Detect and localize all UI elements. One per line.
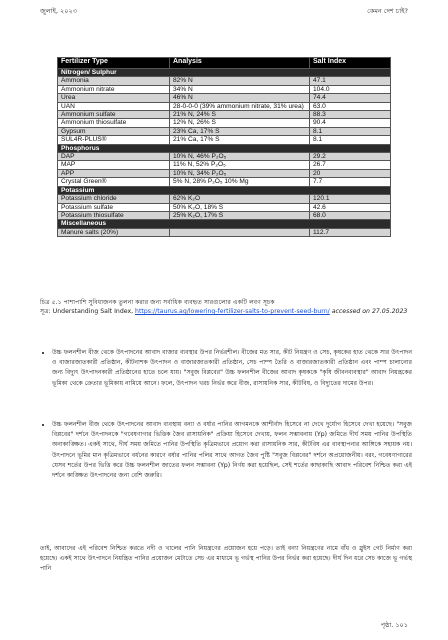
type-cell: Potassium chloride xyxy=(58,195,170,203)
salt-index-cell: 8.1 xyxy=(310,127,391,135)
table-row xyxy=(58,102,391,110)
type-cell: Gypsum xyxy=(58,127,170,135)
salt-index-cell: 112.7 xyxy=(310,228,391,236)
accessed-date: accessed on 27.05.2023 xyxy=(329,308,408,316)
table-group-row xyxy=(58,220,391,228)
table-row xyxy=(58,77,391,85)
table-row xyxy=(58,153,391,161)
analysis-cell: 10% N, 34% P₂O₅ xyxy=(170,169,310,177)
bullet-block-2 xyxy=(40,420,412,481)
analysis-cell: 50% K₂O, 18% S xyxy=(170,203,310,211)
bullet-block-1 xyxy=(40,348,412,389)
analysis-cell: 46% N xyxy=(170,94,310,102)
group-label: Potassium xyxy=(58,186,391,194)
salt-index-cell: 88.3 xyxy=(310,111,391,119)
table-row xyxy=(58,228,391,236)
salt-index-cell: 47.1 xyxy=(310,77,391,85)
group-label: Miscellaneous xyxy=(58,220,391,228)
analysis-cell: 34% N xyxy=(170,85,310,93)
type-cell: Ammonium nitrate xyxy=(58,85,170,93)
group-label: Nitrogen/ Sulphur xyxy=(58,69,391,77)
salt-index-cell: 63.0 xyxy=(310,102,391,110)
source-prefix: সূত্র: Understanding Salt Index, xyxy=(40,308,136,316)
analysis-cell: 25% K₂O, 17% S xyxy=(170,211,310,219)
salt-index-cell: 74.4 xyxy=(310,94,391,102)
table-row xyxy=(58,169,391,177)
table-group-row xyxy=(58,144,391,152)
type-cell: DAP xyxy=(58,153,170,161)
table-row xyxy=(58,178,391,186)
type-cell: Manure salts (20%) xyxy=(58,228,170,236)
analysis-cell: 23% Ca, 17% S xyxy=(170,127,310,135)
group-label: Phosphorus xyxy=(58,144,391,152)
table-row xyxy=(58,211,391,219)
col-header-salt-index: Salt Index xyxy=(310,58,391,69)
type-cell: SUL4R-PLUS® xyxy=(58,136,170,144)
type-cell: MAP xyxy=(58,161,170,169)
page-number: পৃষ্ঠা. ১০১ xyxy=(380,621,408,629)
salt-index-cell: 7.7 xyxy=(310,178,391,186)
analysis-cell: 21% Ca, 17% S xyxy=(170,136,310,144)
caption-title: চিত্র ৫.১ পাশাপাশি সুবিধাজনক তুলনা করার জন্য সর্বাধিক ব্যবহৃত সারগুলোর একটি লবণ সূচক xyxy=(40,299,275,306)
table-header-row xyxy=(58,58,391,69)
page-header xyxy=(40,6,408,18)
figure-caption xyxy=(40,298,410,316)
salt-index-cell: 104.0 xyxy=(310,85,391,93)
type-cell: Potassium thiosulfate xyxy=(58,211,170,219)
type-cell: APP xyxy=(58,169,170,177)
table-body xyxy=(58,69,391,237)
table-row xyxy=(58,136,391,144)
analysis-cell: 82% N xyxy=(170,77,310,85)
header-date: জুলাই, ২০২৩ xyxy=(40,7,77,15)
body-paragraph: তাই, আবাদের এই পরিবেশ নিশ্চিত করতে নদী ও খালের পানি নিয়ন্ত্রণের প্রয়োজন হয়ে পড়ে। তাই বন্যা নিয়ন্ত্রণের নামে বাঁধ ও স্লুইস গেট নির্মাণ করা হয়েছে। একই সাথে উৎপাদনে নিয়ন্ত্রিত পানির প্রয়োজন মেটাতে সেচ এর মাধ্যমে ভূ গর্ভস্থ পানির উপর নির্ভর করা হয়েছে। দীর্ঘ দিন ধরে সেচ কাজে ভূ গর্ভস্থ পানি xyxy=(40,545,412,573)
caption-source xyxy=(40,307,410,316)
salt-index-cell: 68.0 xyxy=(310,211,391,219)
type-cell: Ammonium thiosulfate xyxy=(58,119,170,127)
analysis-cell: 5% N, 28% P₂O₅ 10% Mg xyxy=(170,178,310,186)
col-header-type: Fertilizer Type xyxy=(58,58,170,69)
salt-index-cell: 42.6 xyxy=(310,203,391,211)
bullet-item: • উচ্চ ফলনশীল বীজ থেকে উৎপাদনের আবাদ বাজার ব্যবস্থার উপর নির্ভরশীল। বীজের মত সার, কীট নিয়ন্ত্রণ ও সেচ, কৃষকের হাত থেকে সার উৎপাদন ও বাজারজাতকারী প্রতিষ্ঠান, কীটনাশক উৎপাদন ও বাজারজাতকারী প্রতিষ্ঠান, সেচ পাম্প তৈরি ও বাজারজাতকারী প্রতিষ্ঠান এবং পাম্প চালানোর জন্য বিদ্যুৎ উৎপাদনকারী প্রতিষ্ঠানের হাতে চলে যায়। "সবুজ বিপ্লবের" উচ্চ ফলনশীল বীজের আবাদ কৃষককে "কৃষি জীবনব্যবস্থার" আবাদ নিয়ন্ত্রকের ভূমিকা থেকে ক্রেতার ভূমিকায় নামিয়ে আনে। ফলে, উৎপাদন খরচ নির্ভর করে বীজ, রাসায়নিক সার, কীটবিষ, ও বিদ্যুতের দামের উপর। xyxy=(52,348,412,389)
salt-index-cell: 90.4 xyxy=(310,119,391,127)
type-cell: Ammonium sulfate xyxy=(58,111,170,119)
salt-index-cell: 120.1 xyxy=(310,195,391,203)
salt-index-cell: 26.7 xyxy=(310,161,391,169)
table-group-row xyxy=(58,186,391,194)
type-cell: Ammonia xyxy=(58,77,170,85)
table-row xyxy=(58,195,391,203)
salt-index-cell: 8.1 xyxy=(310,136,391,144)
table-row xyxy=(58,94,391,102)
type-cell: UAN xyxy=(58,102,170,110)
header-title: কেমন দেশ চাই? xyxy=(367,7,408,15)
analysis-cell: 62% K₂O xyxy=(170,195,310,203)
type-cell: Potassium sulfate xyxy=(58,203,170,211)
salt-index-cell: 29.2 xyxy=(310,153,391,161)
type-cell: Crystal Green® xyxy=(58,178,170,186)
table-row xyxy=(58,161,391,169)
table-row xyxy=(58,119,391,127)
table-row xyxy=(58,85,391,93)
table-group-row xyxy=(58,69,391,77)
type-cell: Urea xyxy=(58,94,170,102)
col-header-analysis: Analysis xyxy=(170,58,310,69)
source-link[interactable]: https://taurus.ag/lowering-fertilizer-salts-to-prevent-seed-burn/ xyxy=(135,308,330,316)
bullet-item: • উচ্চ ফলনশীল বীজ থেকে উৎপাদনের আবাদ ব্যবস্থায় বন্যা ও বর্ষার পানির আগমনকে আশীর্বাদ হিসেবে না দেখে দুর্যোগ হিসেবে দেখা হয়েছে। "সবুজ বিপ্লবের" দর্শনে উৎপাদনকে "গবেষণাগার ভিত্তিক জৈব রাসায়নিক" প্রক্রিয়া হিসেবে দেখায়, ফলন সম্ভাবনায় (Yp) জমিতে দীর্ঘ সময় পানির উপস্থিতি অনাকাঙ্ক্ষিত। একই সাথে, দীর্ঘ সময় জমিতে পানির উপস্থিতি কৃত্রিমভাবে প্রয়োগ করা রাসায়নিক সার, কীটবিষ এর ব্যবস্থাপনার আঙ্গিকে সহায়ক নয়। উৎপাদনে ভূমির মান কৃত্রিমভাবে বর্ধনের কারণে বর্ষার পানির পলির সাথে আগত জৈব পুষ্টি "সবুজ বিপ্লবের" দর্শনে অপ্রয়োজনীয়। বরং, গবেষণাগারের যেসব শর্তের উপর ভিত্তি করে উচ্চ ফলনশীল জাতের ফলন সম্ভাবনা (Yp) নির্ণয় করা হয়েছিল, সেই শর্তের কাছাকাছি আবাদ পরিবেশ নিশ্চিত করা এই দর্শনে কাঙ্ক্ষিত উৎপাদনের জন্য বেশি জরুরি। xyxy=(52,420,412,481)
analysis-cell: 21% N, 24% S xyxy=(170,111,310,119)
analysis-cell xyxy=(170,228,310,236)
analysis-cell: 12% N, 26% S xyxy=(170,119,310,127)
table-row xyxy=(58,203,391,211)
salt-index-cell: 20 xyxy=(310,169,391,177)
salt-index-table xyxy=(57,57,391,237)
analysis-cell: 10% N, 46% P₂O₅ xyxy=(170,153,310,161)
analysis-cell: 11% N, 52% P₂O₅ xyxy=(170,161,310,169)
table-row xyxy=(58,127,391,135)
analysis-cell: 28-0-0-0 (39% ammonium nitrate, 31% urea) xyxy=(170,102,310,110)
table-row xyxy=(58,111,391,119)
